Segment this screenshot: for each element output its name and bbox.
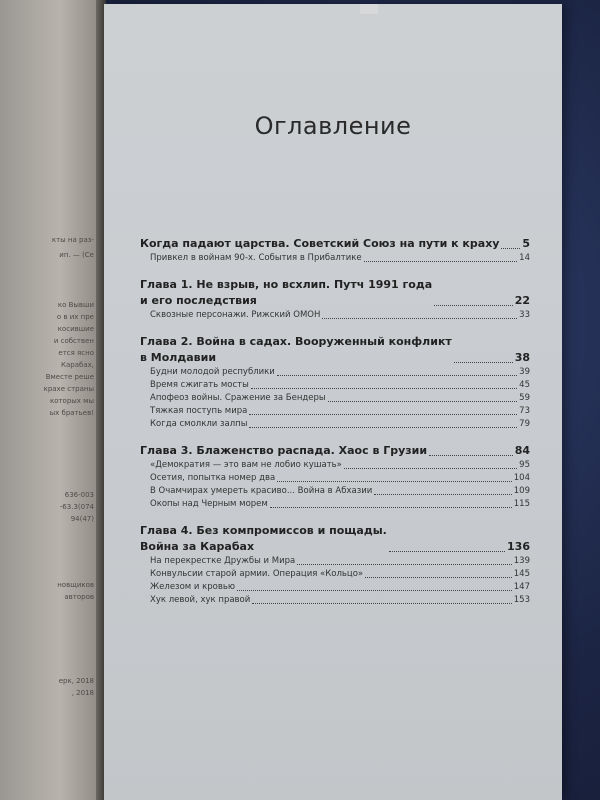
dot-leader [501, 248, 520, 249]
section-entry [140, 485, 530, 498]
dot-leader [434, 305, 513, 306]
left-page-text-fragment: кты на раз- [51, 236, 94, 244]
section-page-number: 14 [519, 253, 530, 263]
dot-leader [322, 318, 517, 319]
chapter-title: Когда падают царства. Советский Союз на пути к краху [140, 237, 500, 250]
dot-leader [249, 427, 517, 428]
section-page-number: 115 [513, 499, 530, 509]
section-entry [140, 581, 530, 594]
section-title: Время сжигать мосты [150, 380, 249, 390]
section-title: Когда смолкли залпы [150, 419, 248, 429]
section-entry [140, 418, 530, 431]
left-page-text-fragment: и собствен [53, 337, 94, 345]
left-page-text-fragment: ется ясно [58, 349, 94, 357]
dot-leader [328, 401, 518, 402]
left-page-text-fragment: Вместе реше [45, 373, 94, 381]
chapter-title: Глава 4. Без компромиссов и пощады. Война за Карабах [140, 524, 387, 553]
left-page-text-fragment: ип. — (Се [59, 251, 94, 259]
chapter-entry [140, 334, 530, 366]
bookmark-tab [360, 4, 378, 14]
section-entry [140, 309, 530, 322]
section-entry [140, 555, 530, 568]
toc-chapter [140, 443, 530, 511]
section-title: Будни молодой республики [150, 367, 275, 377]
chapter-entry [140, 236, 530, 252]
dot-leader [454, 362, 513, 363]
toc-page [104, 4, 562, 800]
section-title: Железом и кровью [150, 582, 236, 592]
section-page-number: 79 [519, 419, 530, 429]
dot-leader [249, 414, 517, 415]
section-title: «Демократия — это вам не лобио кушать» [150, 460, 342, 470]
section-title: Конвульсии старой армии. Операция «Кольцо» [150, 569, 364, 579]
chapter-page-number: 84 [514, 444, 530, 457]
toc-chapter [140, 277, 530, 322]
section-title: Сквозные персонажи. Рижский ОМОН [150, 310, 321, 320]
section-title: Апофеоз войны. Сражение за Бендеры [150, 393, 326, 403]
chapter-entry [140, 443, 530, 459]
section-page-number: 59 [519, 393, 530, 403]
page-title: Оглавление [254, 112, 412, 140]
section-entry [140, 366, 530, 379]
chapter-entry [140, 277, 530, 309]
section-entry [140, 594, 530, 607]
left-page-text-fragment: 636-003 [64, 491, 94, 499]
chapter-title: Глава 1. Не взрыв, но всхлип. Путч 1991 года и его последствия [140, 278, 433, 307]
section-entry [140, 459, 530, 472]
left-page-text-fragment: авторов [64, 593, 94, 601]
chapter-page-number: 5 [522, 237, 530, 250]
left-page-text-fragment: новщиков [57, 581, 94, 589]
left-page-text-fragment: ко Вывши [57, 301, 94, 309]
left-page-text-fragment: которых мы [49, 397, 94, 405]
section-page-number: 104 [513, 473, 530, 483]
section-page-number: 109 [513, 486, 530, 496]
section-title: Окопы над Черным морем [150, 499, 268, 509]
toc-chapter [140, 236, 530, 265]
section-title: Тяжкая поступь мира [150, 406, 248, 416]
left-page-text-fragment: -63.3(074 [59, 503, 94, 511]
section-title: Привкел в войнам 90-х. События в Прибалтике [150, 253, 362, 263]
left-page-text-fragment: ых братьев! [49, 409, 94, 417]
dot-leader [251, 388, 517, 389]
section-page-number: 139 [513, 556, 530, 566]
dot-leader [429, 455, 513, 456]
section-entry [140, 405, 530, 418]
left-page-text-fragment: Карабах, [61, 361, 94, 369]
section-page-number: 95 [519, 460, 530, 470]
section-page-number: 33 [519, 310, 530, 320]
section-entry [140, 472, 530, 485]
chapter-page-number: 38 [514, 351, 530, 364]
dot-leader [365, 577, 512, 578]
chapter-page-number: 136 [507, 540, 530, 553]
left-page-text-fragment: крахе страны [43, 385, 94, 393]
left-page-text-fragment: косившие [57, 325, 94, 333]
section-entry [140, 252, 530, 265]
dot-leader [277, 375, 517, 376]
dot-leader [237, 590, 512, 591]
left-page-text-fragment: ерк, 2018 [58, 677, 94, 685]
table-of-contents [140, 236, 530, 619]
dot-leader [364, 261, 518, 262]
section-page-number: 45 [519, 380, 530, 390]
section-entry [140, 498, 530, 511]
section-page-number: 73 [519, 406, 530, 416]
toc-chapter [140, 334, 530, 431]
section-page-number: 39 [519, 367, 530, 377]
section-page-number: 153 [513, 595, 530, 605]
dot-leader [374, 494, 512, 495]
section-title: Осетия, попытка номер два [150, 473, 276, 483]
chapter-entry [140, 523, 530, 555]
section-entry [140, 379, 530, 392]
dot-leader [297, 564, 512, 565]
section-entry [140, 568, 530, 581]
left-page-text-fragment: о в их пре [56, 313, 94, 321]
toc-chapter [140, 523, 530, 607]
chapter-page-number: 22 [514, 294, 530, 307]
dot-leader [389, 551, 505, 552]
dot-leader [252, 603, 511, 604]
dot-leader [270, 507, 512, 508]
section-page-number: 147 [513, 582, 530, 592]
section-title: В Очамчирах умереть красиво... Война в Абхазии [150, 486, 373, 496]
left-page-text-fragment: , 2018 [71, 689, 94, 697]
section-title: На перекрестке Дружбы и Мира [150, 556, 296, 566]
section-page-number: 145 [513, 569, 530, 579]
dot-leader [344, 468, 517, 469]
section-title: Хук левой, хук правой [150, 595, 251, 605]
chapter-title: Глава 2. Война в садах. Вооруженный конфликт в Молдавии [140, 335, 452, 364]
dot-leader [277, 481, 512, 482]
left-page [0, 0, 100, 800]
section-entry [140, 392, 530, 405]
left-page-text-fragment: 94(47) [70, 515, 94, 523]
chapter-title: Глава 3. Блаженство распада. Хаос в Грузии [140, 444, 428, 457]
